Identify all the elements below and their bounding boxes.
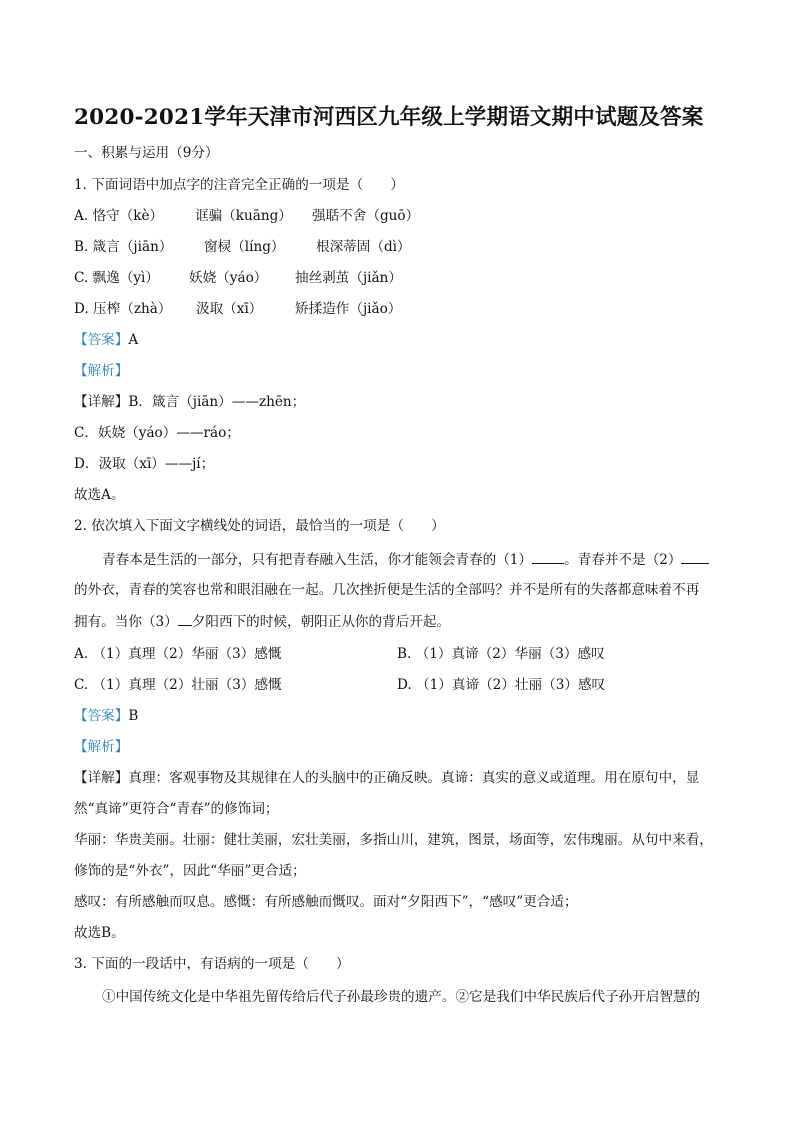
question-1-detail-line-1 — [74, 392, 305, 412]
option-a-word-2: 诓骗（kuāng） — [195, 208, 292, 224]
option-d-word-1: D. 压榨（zhà） — [74, 301, 172, 317]
answer-tag: 【答案】 — [74, 708, 129, 724]
question-1-answer — [74, 330, 138, 350]
question-2-options-row-1 — [74, 644, 605, 664]
option-d: D. （1）真谛（2）壮丽（3）感叹 — [397, 677, 606, 693]
question-1-option-c — [74, 268, 402, 288]
option-a: A. （1）真理（2）华丽（3）感慨 — [74, 646, 282, 662]
question-1-option-d — [74, 299, 401, 319]
answer-tag: 【答案】 — [74, 332, 129, 348]
option-d-word-2: 汲取（xī） — [196, 301, 263, 317]
option-c: C. （1）真理（2）壮丽（3）感慨 — [74, 677, 282, 693]
option-a-word-3: 强聒不舍（guō） — [312, 208, 420, 224]
option-d-word-3: 矫揉造作（jiǎo） — [295, 301, 402, 317]
detail-tag: 【详解】 — [74, 770, 129, 786]
question-2-passage-line-2: 的外衣，青春的笑容也常和眼泪融在一起。几次挫折便是生活的全部吗？并不是所有的失落都意味着不再 — [74, 582, 700, 598]
option-b-word-2: 窗棂（líng） — [204, 239, 285, 255]
option-b-word-3: 根深蒂固（dì） — [316, 239, 411, 255]
passage-text: 拥有。当你（3） — [74, 614, 178, 630]
question-2-detail-line-4: 修饰的是“外衣”，因此“华丽”更合适； — [74, 863, 306, 879]
option-c-word-3: 抽丝剥茧（jiǎn） — [295, 270, 402, 286]
detail-text: B．箴言（jiān）——zhēn； — [128, 394, 306, 410]
blank-2 — [681, 549, 709, 564]
detail-text: 真理：客观事物及其规律在人的头脑中的正确反映。真谛：真实的意义或道理。用在原句中，显 — [128, 770, 700, 786]
page-title: 2020-2021学年天津市河西区九年级上学期语文期中试题及答案 — [74, 105, 704, 130]
question-2-passage-line-1 — [102, 549, 709, 570]
question-1-analysis-tag: 【解析】 — [74, 363, 129, 379]
question-2-detail-line-1 — [74, 768, 699, 788]
question-3-stem: 3. 下面的一段话中，有语病的一项是（ ） — [74, 956, 350, 972]
answer-value: B — [128, 708, 139, 724]
question-1-stem: 1. 下面词语中加点字的注音完全正确的一项是（ ） — [74, 177, 404, 193]
question-2-detail-line-5: 感叹：有所感触而叹息。感慨：有所感触而慨叹。面对“夕阳西下”，“感叹”更合适； — [74, 894, 578, 910]
question-2-analysis-tag: 【解析】 — [74, 739, 129, 755]
question-1-option-a — [74, 206, 419, 226]
answer-value: A — [128, 332, 139, 348]
question-2-answer — [74, 706, 138, 726]
question-2-options-row-2 — [74, 675, 605, 695]
question-1-conclusion: 故选A。 — [74, 487, 125, 503]
option-b: B. （1）真谛（2）华丽（3）感叹 — [397, 646, 605, 662]
option-c-word-1: C. 飘逸（yì） — [74, 270, 159, 286]
passage-text: 青春本是生活的一部分，只有把青春融入生活，你才能领会青春的（1） — [102, 552, 533, 568]
option-b-word-1: B. 箴言（jiān） — [74, 239, 173, 255]
question-2-stem: 2. 依次填入下面文字横线处的词语，最恰当的一项是（ ） — [74, 518, 445, 534]
question-2-passage-line-3 — [74, 611, 450, 632]
question-2-conclusion: 故选B。 — [74, 925, 125, 941]
question-2-detail-line-3: 华丽：华贵美丽。壮丽：健壮美丽，宏壮美丽，多指山川，建筑，图景，场面等，宏伟瑰丽。从句中来看， — [74, 832, 713, 848]
passage-text: 。青春并不是（2） — [564, 552, 682, 568]
option-a-word-1: A. 恪守（kè） — [74, 208, 164, 224]
question-1-detail-line-3: D．汲取（xī）——jí； — [74, 456, 215, 472]
section-heading: 一、积累与运用（9分） — [74, 145, 219, 161]
passage-text: 夕阳西下的时候，朝阳正从你的背后开起。 — [191, 614, 451, 630]
option-c-word-2: 妖娆（yáo） — [189, 270, 268, 286]
blank-1 — [532, 549, 564, 564]
question-1-detail-line-2: C．妖娆（yáo）——ráo； — [74, 425, 240, 441]
blank-3 — [178, 611, 192, 626]
question-3-passage-line-1: ①中国传统文化是中华祖先留传给后代子孙最珍贵的遗产。②它是我们中华民族后代子孙开启智慧的 — [102, 989, 701, 1005]
detail-tag: 【详解】 — [74, 394, 129, 410]
question-1-option-b — [74, 237, 411, 257]
question-2-detail-line-2: 然“真谛”更符合“青春”的修饰词； — [74, 801, 279, 817]
